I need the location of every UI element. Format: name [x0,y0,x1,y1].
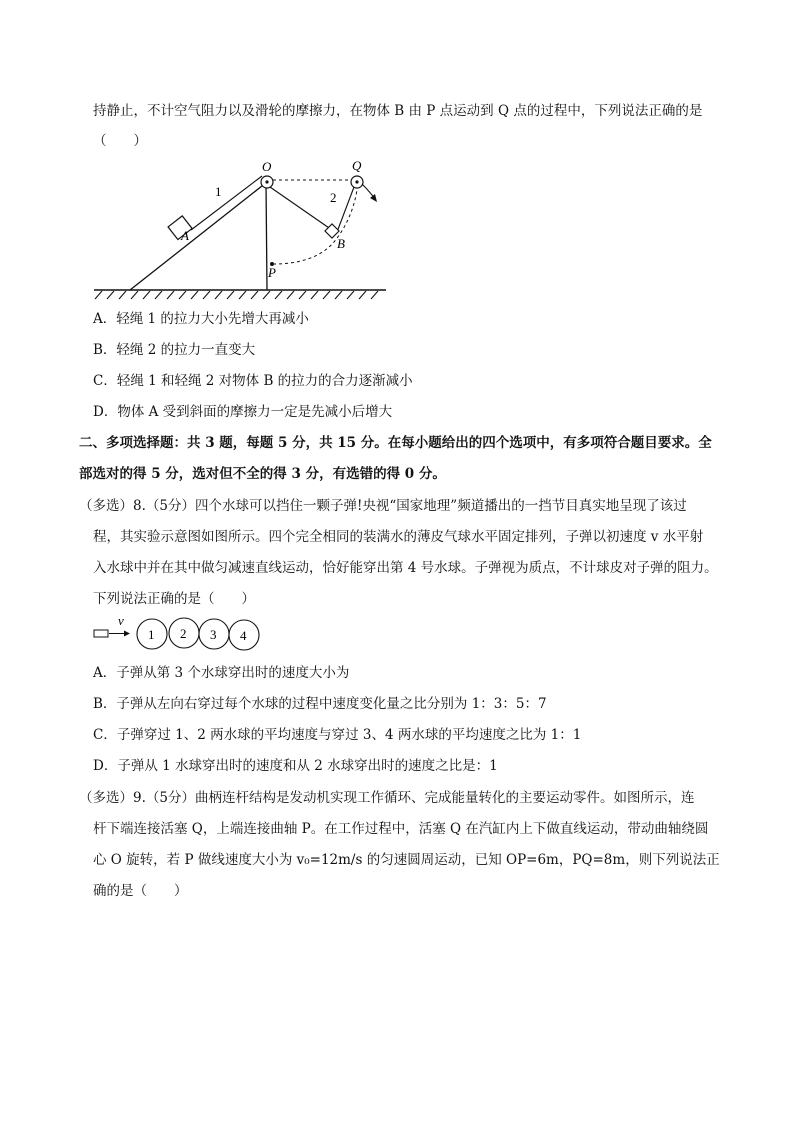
q9-stem-line3: 心 O 旋转，若 P 做线速度大小为 v₀=12m/s 的匀速圆周运动，已知 OP=6m，PQ=8m，则下列说法正 [93,852,720,868]
label-O: O [262,159,272,174]
q7-stem-line1: 持静止，不计空气阻力以及滑轮的摩擦力，在物体 B 由 P 点运动到 Q 点的过程中，下列说法正确的是 [93,103,703,119]
section2-heading-line1: 二、多项选择题：共 3 题，每题 5 分，共 15 分。在每小题给出的四个选项中，有多项符合题目要求。全 [79,435,712,451]
q8-option-b: B．子弹从左向右穿过每个水球的过程中速度变化量之比分别为 1：3：5：7 [93,696,547,712]
q7-option-d: D．物体 A 受到斜面的摩擦力一定是先减小后增大 [93,404,393,420]
q8-water-balls-figure [92,612,267,654]
q9-stem-line1: （多选）9.（5分）曲柄连杆结构是发动机实现工作循环、完成能量转化的主要运动零件。如图所示，连 [79,790,695,806]
label-rope1: 1 [215,184,222,199]
q7-pulley-figure [90,152,400,302]
label-P: P [268,265,276,280]
ball-3-label: 3 [210,627,217,642]
q7-stem-line2: （ ） [93,133,147,149]
q8-option-c: C．子弹穿过 1、2 两水球的平均速度与穿过 3、4 两水球的平均速度之比为 1：1 [93,727,582,743]
q7-option-a: A．轻绳 1 的拉力大小先增大再减小 [93,311,309,327]
q9-stem-line2: 杆下端连接活塞 Q，上端连接曲轴 P。在工作过程中，活塞 Q 在汽缸内上下做直线运动，带动曲轴绕圆 [93,821,709,837]
label-rope2: 2 [330,190,337,205]
q9-stem-line4: 确的是（ ） [93,883,188,899]
q8-stem-line2: 程，其实验示意图如图所示。四个完全相同的装满水的薄皮气球水平固定排列，子弹以初速度 v 水平射 [93,529,704,545]
ball-4-label: 4 [240,628,247,643]
label-B: B [337,236,345,251]
label-Q: Q [352,158,362,173]
ball-1-label: 1 [148,627,155,642]
q8-stem-line1: （多选）8.（5分）四个水球可以挡住一颗子弹!央视“国家地理”频道播出的一挡节目真实地呈现了该过 [79,498,687,514]
section2-heading-line2: 部选对的得 5 分，选对但不全的得 3 分，有选错的得 0 分。 [79,466,446,482]
q8-option-d: D．子弹从 1 水球穿出时的速度和从 2 水球穿出时的速度之比是：1 [93,758,498,774]
ball-2-label: 2 [180,626,187,641]
q8-option-a: A．子弹从第 3 个水球穿出时的速度大小为 [93,665,350,681]
q8-stem-line4: 下列说法正确的是（ ） [93,591,255,607]
q7-option-c: C．轻绳 1 和轻绳 2 对物体 B 的拉力的合力逐渐减小 [93,373,413,389]
q8-stem-line3: 入水球中并在其中做匀减速直线运动，恰好能穿出第 4 号水球。子弹视为质点，不计球皮对子弹的阻力。 [93,560,718,576]
label-v: v [118,613,124,628]
label-A: A [181,228,189,243]
q7-option-b: B．轻绳 2 的拉力一直变大 [93,342,256,358]
